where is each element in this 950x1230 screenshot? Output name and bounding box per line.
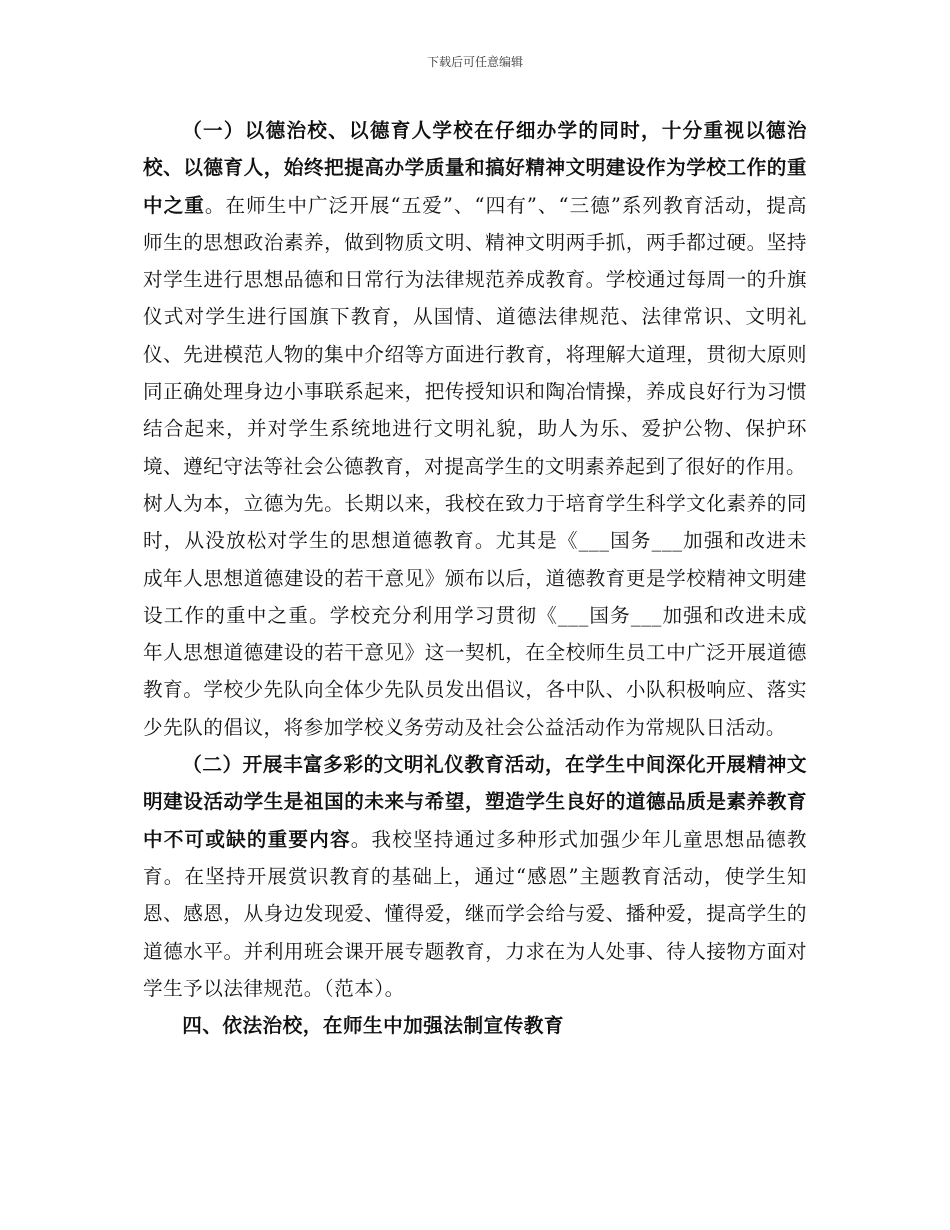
moral-education-paragraph <box>143 485 807 746</box>
section-four-heading: 四、依法治校，在师生中加强法制宣传教育 <box>182 1014 564 1038</box>
section-two-body: 。我校坚持通过多种形式加强少年儿童思想品德教育。在坚持开展赏识教育的基础上，通过“感恩”主题教育活动，使学生知恩、感恩，从身边发现爱、懂得爱，继而学会给与爱、播种爱，提高学生的道德水平。并利用班会课开展专题教育，力求在为人处事、待人接物方面对学生予以法律规范。（范本）。 <box>143 827 808 1000</box>
section-one-paragraph <box>143 112 807 485</box>
section-one-lead: （一）以德治校、以德育人学校在仔细办学的同时，十分重视以德治校、以德育人，始终把提高办学质量和搞好精神文明建设作为学校工作的重中之重 <box>143 119 807 217</box>
moral-education-body: 树人为本，立德为先。长期以来，我校在致力于培育学生科学文化素养的同时，从没放松对学生的思想道德教育。尤其是《___国务___加强和改进未成年人思想道德建设的若干意见》颁布以后，道德教育更是学校精神文明建设工作的重中之重。学校充分利用学习贯彻《___国务___加强和改进未成年人思想道德建设的若干意见》这一契机，在全校师生员工中广泛开展道德教育。学校少先队向全体少先队员发出倡议，各中队、小队积极响应、落实少先队的倡议，将参加学校义务劳动及社会公益活动作为常规队日活动。 <box>143 491 807 739</box>
section-one-body: 。在师生中广泛开展“五爱”、“四有”、“三德”系列教育活动，提高师生的思想政治素养，做到物质文明、精神文明两手抓，两手都过硬。坚持对学生进行思想品德和日常行为法律规范养成教育。学校通过每周一的升旗仪式对学生进行国旗下教育，从国情、道德法律规范、法律常识、文明礼仪、先进模范人物的集中介绍等方面进行教育，将理解大道理，贯彻大原则同正确处理身边小事联系起来，把传授知识和陶冶情操，养成良好行为习惯结合起来，并对学生系统地进行文明礼貌，助人为乐、爱护公物、保护环境、遵纪守法等社会公德教育，对提高学生的文明素养起到了很好的作用。 <box>143 193 807 478</box>
document-body <box>143 112 807 1044</box>
section-two-paragraph <box>143 746 807 1007</box>
page-header: 下载后可任意编辑 <box>426 55 523 69</box>
section-two-lead: （二）开展丰富多彩的文明礼仪教育活动，在学生中间深化开展精神文明建设活动学生是祖国的未来与希望，塑造学生良好的道德品质是素养教育中不可或缺的重要内容 <box>143 753 807 851</box>
